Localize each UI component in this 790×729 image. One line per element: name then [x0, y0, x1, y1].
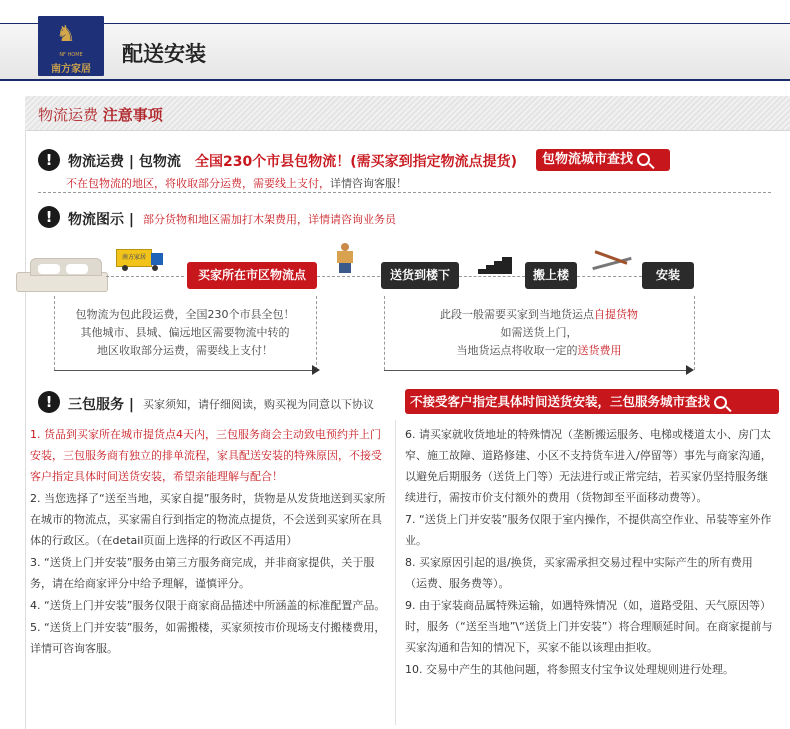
column-divider	[395, 420, 396, 725]
exclamation-icon: !	[38, 391, 60, 413]
right-note-3a: 当地货运点将收取一定的	[456, 344, 578, 357]
left-border-line	[25, 130, 26, 729]
term-item: 7. “送货上门并安装”服务仅限于室内操作，不提供高空作业、吊装等室外作业。	[405, 513, 772, 547]
term-item: 9. 由于家装商品属特殊运输，如遇特殊情况（如，道路受阻、天气原因等）时，服务（“送至当地”\“送货上门并安装”）将合理顺延时间。在商家提前与买家沟通和告知的情况下，买家不能以该理由拒收。	[405, 599, 773, 654]
logo-cn-text: 南方家居	[51, 64, 91, 75]
freight-subnote-plain: 详情咨询客服！	[330, 177, 407, 190]
bed-image	[16, 258, 106, 294]
left-note-line: 包物流为包此段运费，全国230个市县全包！	[75, 308, 295, 321]
step-local-logistics-point: 买家所在市区物流点	[187, 262, 317, 289]
service-terms-right	[405, 424, 773, 680]
freight-city-search-button[interactable]	[536, 149, 670, 171]
header-bottom-line	[0, 79, 790, 81]
term-item: 3. “送货上门并安装”服务由第三方服务商完成，并非商家提供，关于服务，请在给商家评分中给予理解，谨慎评分。	[30, 556, 375, 590]
service-city-search-button[interactable]	[405, 389, 779, 414]
flow-line	[106, 276, 184, 277]
service-terms-left	[30, 424, 386, 659]
right-note-3b: 送货费用	[577, 344, 622, 357]
step-install: 安装	[642, 262, 694, 289]
freight-city-search-label: 包物流城市查找	[542, 152, 634, 167]
right-note-line-3	[388, 342, 690, 360]
diagram-note: 部分货物和地区需加打木架费用，详情请咨询业务员	[143, 213, 396, 226]
freight-highlight: 全国230个市县包物流！(需买家到指定物流点提货)	[195, 154, 518, 170]
right-flow-note	[388, 306, 690, 360]
stairs-icon	[478, 256, 512, 274]
term-item: 6. 请买家就收货地址的特殊情况（垄断搬运服务、电梯或楼道太小、房门太窄、施工故障、道路修建、小区不支持货车进入/停留等）事先与商家沟通，以避免后期服务（送货上门等）无法进行或正常完结，若买家仍坚持服务继续进行，需按市价支付额外的费用（货物卸至平面移动费等）。	[405, 428, 772, 504]
left-note-line: 地区收取部分运费，需要线上支付！	[97, 344, 273, 357]
truck-logo-text: 南方家居	[116, 249, 152, 267]
bracket-line	[694, 296, 696, 370]
exclamation-icon: !	[38, 149, 60, 171]
right-note-1a: 此段一般需要买家到当地货运点	[440, 308, 594, 321]
section-title	[38, 104, 163, 125]
arrow-right-icon	[312, 365, 320, 375]
service-intro: 买家须知，请仔细阅读，购买视为同意以下协议	[143, 398, 374, 411]
section-title-plain: 物流运费	[38, 106, 99, 124]
freight-subnote	[66, 175, 407, 191]
term-item: 5. “送货上门并安装”服务，如需搬楼，买家须按市价现场支付搬楼费用，详情可咨询客服。	[30, 621, 386, 655]
truck-icon	[116, 249, 164, 271]
right-note-1b: 自提货物	[594, 308, 638, 321]
service-city-search-label: 不接受客户指定具体时间送货安装，三包服务城市查找	[410, 394, 711, 409]
left-flow-note	[58, 306, 312, 360]
flow-line	[577, 276, 642, 277]
term-item: 1. 货品到买家所在城市提货点4天内，三包服务商会主动致电预约并上门安装，三包服务商有独立的排单流程，家具配送安装的特殊原因，不接受客户指定具体时间送货安装，希望亲能理解与配合！	[30, 428, 382, 483]
tools-icon	[590, 252, 634, 274]
delivery-worker-icon	[336, 243, 354, 273]
bracket-line	[384, 296, 386, 370]
step-deliver-downstairs: 送货到楼下	[381, 262, 459, 289]
right-note-line-2: 如需送货上门，	[500, 326, 578, 339]
term-item: 2. 当您选择了“送至当地，买家自提”服务时，货物是从发货地送到买家所在城市的物流点，买家需自行到指定的物流点提货，不会送到买家所在具体的行政区。（在detail页面上选择的行政区不再适用）	[30, 492, 386, 547]
term-item: 4. “送货上门并安装”服务仅限于商家商品描述中所涵盖的标准配置产品。	[30, 599, 386, 612]
left-note-line: 其他城市、县城、偏远地区需要物流中转的	[80, 326, 290, 339]
search-icon	[714, 396, 727, 409]
flow-arrow-line	[384, 370, 686, 371]
right-note-line-1	[388, 306, 690, 324]
step-carry-upstairs: 搬上楼	[525, 262, 577, 289]
flow-arrow-line	[54, 370, 312, 371]
flow-line	[459, 276, 525, 277]
brand-logo[interactable]	[38, 16, 104, 76]
diagram-label: 物流图示 |	[68, 212, 134, 228]
term-item: 8. 买家原因引起的退/换货，买家需承担交易过程中实际产生的所有费用（运费、服务费等）。	[405, 556, 753, 590]
search-icon	[637, 153, 650, 166]
arrow-right-icon	[686, 365, 694, 375]
bracket-line	[316, 296, 318, 370]
logo-en-text: NF HOME	[59, 52, 83, 58]
freight-label: 物流运费 | 包物流	[68, 154, 181, 170]
section-title-bold: 注意事项	[102, 106, 163, 124]
section-bar-divider	[25, 130, 790, 131]
header-bar	[0, 24, 790, 79]
flow-line	[317, 276, 380, 277]
page-title: 配送安装	[122, 42, 206, 66]
horse-rider-icon: ♞	[56, 22, 76, 47]
divider	[38, 192, 771, 193]
exclamation-icon: !	[38, 206, 60, 228]
service-label: 三包服务 |	[68, 397, 134, 413]
term-item: 10. 交易中产生的其他问题，将参照支付宝争议处理规则进行处理。	[405, 663, 734, 676]
bracket-line	[54, 296, 56, 370]
freight-subnote-red: 不在包物流的地区，将收取部分运费，需要线上支付，	[66, 177, 330, 190]
